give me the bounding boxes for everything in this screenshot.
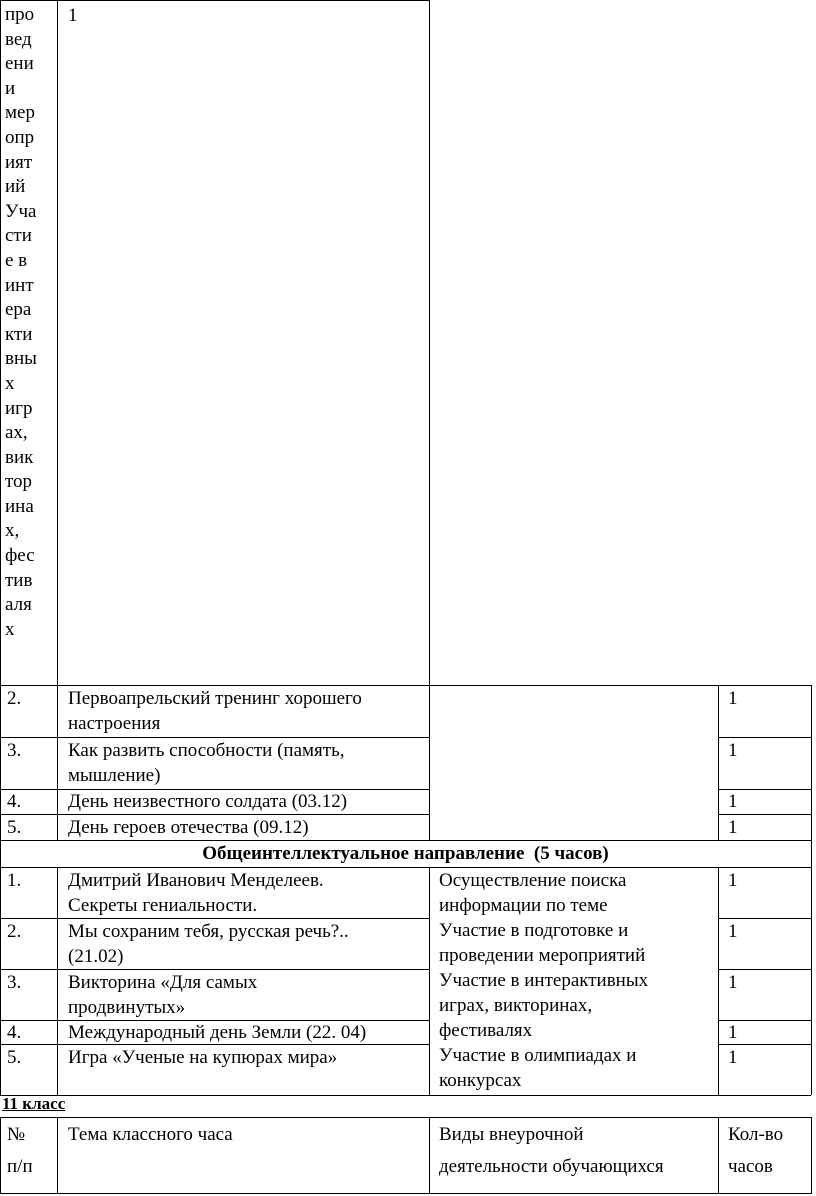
table-row-theme: Первоапрельский тренинг хорошего настроения: [68, 688, 362, 734]
table-row-num: 3.: [7, 972, 22, 993]
table-row-num: 2.: [7, 921, 22, 942]
activity-text-fragment: сти: [5, 225, 32, 247]
activity-text-fragment: ина: [5, 495, 34, 517]
table-row-hours: 1: [728, 921, 738, 942]
table-row-theme: Международный день Земли (22. 04): [68, 1022, 367, 1043]
activity-text-fragment: про: [5, 4, 35, 25]
activity-text-fragment: тив: [5, 569, 33, 591]
activity-text-fragment: опр: [5, 126, 35, 148]
table-row-hours: 1: [728, 740, 738, 761]
header-hours: Кол-во часов: [728, 1124, 784, 1177]
table-row-theme: День героев отечества (09.12): [68, 817, 309, 838]
table-row-num: 3.: [7, 740, 22, 761]
table-row-num: 1.: [7, 870, 22, 891]
table-row-hours: 1: [728, 870, 738, 891]
table-row-num: 2.: [7, 688, 22, 709]
activity-text-fragment: ият: [5, 151, 33, 173]
activity-text-fragment: вны: [5, 348, 37, 370]
activity-text-fragment: аля: [5, 594, 32, 616]
activity-vertical-text: [5, 3, 37, 642]
activity-text-fragment: х,: [5, 520, 20, 542]
section-heading: Общеинтеллектуальное направление (5 часов): [202, 843, 609, 864]
table-row-theme: Как развить способности (память, мышление): [68, 740, 345, 786]
table-row-hours: 1: [728, 817, 738, 838]
table-row-hours: 1: [728, 688, 738, 709]
table-row-theme: Мы сохраним тебя, русская речь?.. (21.02): [68, 921, 349, 967]
header-theme: Тема классного часа: [68, 1124, 233, 1145]
activity-text-fragment: кти: [5, 323, 33, 345]
table-row-theme: Викторина «Для самых продвинутых»: [68, 972, 258, 1018]
activity-text-fragment: ах,: [5, 422, 28, 444]
table-row-theme: Игра «Ученые на купюрах мира»: [68, 1047, 338, 1068]
activity-text-fragment: мер: [5, 102, 35, 124]
activity-text-fragment: ени: [5, 53, 34, 75]
table-row-num: 5.: [7, 1047, 22, 1068]
header-num: № п/п: [7, 1124, 33, 1177]
table-row-theme: День неизвестного солдата (03.12): [68, 791, 348, 812]
table-row-hours: 1: [728, 1047, 738, 1068]
table-row-hours: 1: [728, 791, 738, 812]
activity-text-fragment: ий: [5, 176, 26, 198]
class-title: 11 класс: [2, 1094, 66, 1113]
activity-text-fragment: игр: [5, 397, 33, 419]
activity-text-fragment: тор: [5, 471, 33, 493]
activity-text-fragment: вед: [5, 28, 32, 50]
table-row-num: 5.: [7, 817, 22, 838]
activity-text-fragment: Уча: [5, 200, 37, 222]
table-row-num: 4.: [7, 1022, 22, 1043]
activity-text-fragment: х: [5, 618, 15, 640]
activities-text: Осуществление поиска информации по теме Участие в подготовке и проведении мероприятий Участие в интерактивных играх, викторинах, фестивалях Участие в олимпиадах и конкурсах: [439, 870, 649, 1091]
activity-text-fragment: фес: [5, 545, 35, 567]
activity-text-fragment: х: [5, 372, 15, 394]
table-row-num: 4.: [7, 791, 22, 812]
top-hours-value: 1: [68, 5, 78, 26]
activity-text-fragment: ера: [5, 299, 32, 321]
activity-text-fragment: е в: [5, 249, 28, 271]
table-row-hours: 1: [728, 972, 738, 993]
activity-text-fragment: инт: [5, 274, 34, 296]
activity-text-fragment: и: [5, 77, 16, 99]
activity-text-fragment: вик: [5, 446, 34, 468]
table-row-hours: 1: [728, 1022, 738, 1043]
table-row-theme: Дмитрий Иванович Менделеев. Секреты гениальности.: [68, 870, 324, 916]
header-activities: Виды внеурочной деятельности обучающихся: [439, 1124, 664, 1177]
